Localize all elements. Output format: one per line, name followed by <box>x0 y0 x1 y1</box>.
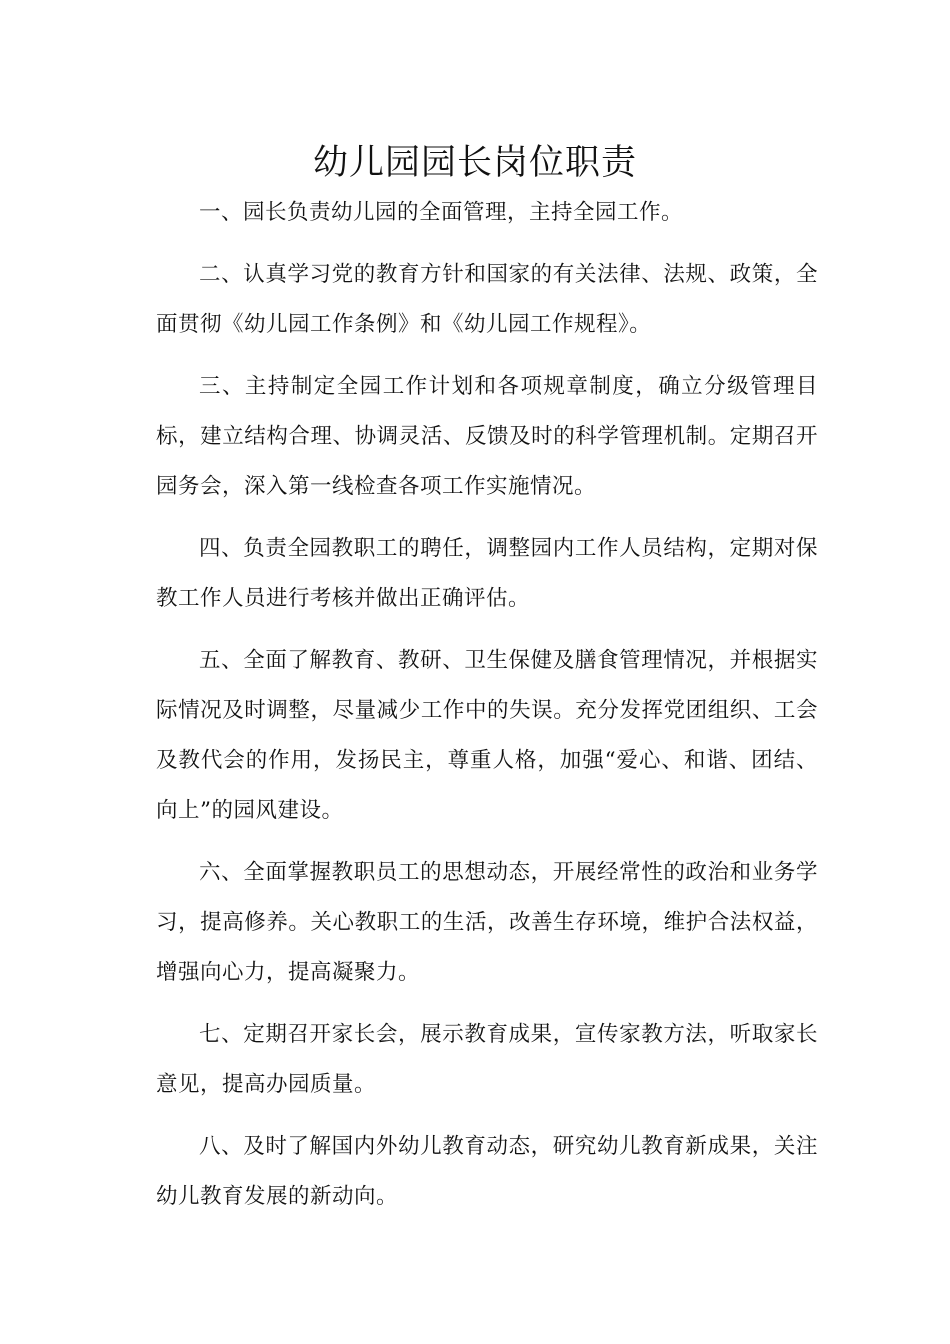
document-title: 幼儿园园长岗位职责 <box>312 143 637 183</box>
paragraph-2: 二、认真学习党的教育方针和国家的有关法律、法规、政策，全面贯彻《幼儿园工作条例》和《幼儿园工作规程》。 <box>156 262 818 337</box>
paragraph-6: 六、全面掌握教职员工的思想动态，开展经常性的政治和业务学习，提高修养。关心教职工的生活，改善生存环境，维护合法权益，增强向心力，提高凝聚力。 <box>156 860 818 985</box>
paragraph-4: 四、负责全园教职工的聘任，调整园内工作人员结构，定期对保教工作人员进行考核并做出正确评估。 <box>156 536 818 611</box>
document-body <box>156 188 818 1234</box>
paragraph-8: 八、及时了解国内外幼儿教育动态，研究幼儿教育新成果，关注幼儿教育发展的新动向。 <box>156 1134 818 1209</box>
paragraph-3: 三、主持制定全园工作计划和各项规章制度，确立分级管理目标，建立结构合理、协调灵活、反馈及时的科学管理机制。定期召开园务会，深入第一线检查各项工作实施情况。 <box>156 374 818 499</box>
paragraph-5: 五、全面了解教育、教研、卫生保健及膳食管理情况，并根据实际情况及时调整，尽量减少工作中的失误。充分发挥党团组织、工会及教代会的作用，发扬民主，尊重人格，加强“爱心、和谐、团结、向上”的园风建设。 <box>156 648 818 823</box>
paragraph-7: 七、定期召开家长会，展示教育成果，宣传家教方法，听取家长意见，提高办园质量。 <box>156 1022 818 1097</box>
paragraph-1: 一、园长负责幼儿园的全面管理，主持全园工作。 <box>199 200 684 225</box>
